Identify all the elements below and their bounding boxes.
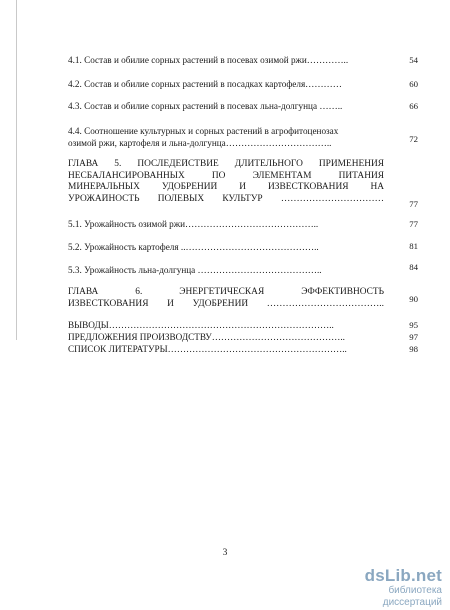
toc-page-number: 95 [409, 320, 418, 330]
toc-entry-proposals [68, 332, 384, 344]
toc-entry-4-3 [68, 101, 384, 113]
toc-chapter-6 [68, 287, 384, 310]
toc-entry-4-4 [68, 126, 384, 149]
toc-page-number: 60 [409, 79, 418, 89]
toc-page-number: 90 [409, 294, 418, 304]
toc-entry-text: СПИСОК ЛИТЕРАТУРЫ………………………………………………….. [68, 344, 347, 354]
toc-entry-text: ПРЕДЛОЖЕНИЯ ПРОИЗВОДСТВУ…………………………………….. [68, 332, 345, 342]
toc-page-number: 77 [409, 199, 418, 209]
chapter-line: ИЗВЕСТКОВАНИЯ И УДОБРЕНИЙ ……………………………….. [68, 298, 384, 309]
page-number: 3 [222, 548, 228, 558]
toc-entry-line: 4.4. Соотношение культурных и сорных растений в агрофитоценозах [68, 126, 339, 136]
toc-entry-text: 5.3. Урожайность льна-долгунца ………………………………….. [68, 265, 322, 275]
watermark[interactable] [328, 567, 448, 609]
chapter-line: УРОЖАЙНОСТЬ ПОЛЕВЫХ КУЛЬТУР …………………………… [68, 193, 384, 204]
toc-entry-conclusions [68, 320, 384, 332]
chapter-line: НЕСБАЛАНСИРОВАННЫХ ПО ЭЛЕМЕНТАМ ПИТАНИЯ [68, 170, 384, 181]
toc-entry-5-2 [68, 242, 384, 254]
toc-page-number: 84 [409, 262, 418, 272]
page-edge-line [16, 0, 17, 340]
toc-page-number: 98 [409, 344, 418, 354]
toc-entry-text: 4.3. Состав и обилие сорных растений в посевах льна-долгунца …….. [68, 101, 343, 111]
watermark-subtitle: библиотека диссертаций [382, 585, 442, 608]
toc-entry-text: 5.1. Урожайность озимой ржи…………………………………….. [68, 219, 319, 229]
toc-entry-text: 5.2. Урожайность картофеля ..…………………………………….. [68, 242, 319, 252]
chapter-line: ГЛАВА 6. ЭНЕРГЕТИЧЕСКАЯ ЭФФЕКТИВНОСТЬ [68, 287, 384, 297]
toc-entry-4-1 [68, 55, 384, 67]
toc-page-number: 66 [409, 101, 418, 111]
toc-entry-5-3 [68, 265, 384, 277]
toc-entry-references [68, 344, 384, 356]
toc-page-number: 72 [409, 134, 418, 144]
toc-entry-4-2 [68, 79, 384, 91]
toc-page-number: 97 [409, 332, 418, 342]
toc-chapter-5 [68, 159, 384, 205]
chapter-line: МИНЕРАЛЬНЫХ УДОБРЕНИЙ И ИЗВЕСТКОВАНИЯ НА [68, 182, 384, 192]
toc-page-number: 54 [409, 55, 418, 65]
toc-page-number: 77 [409, 219, 418, 229]
watermark-logo[interactable]: dsLib.net [364, 566, 442, 585]
toc-page-number: 81 [409, 241, 418, 251]
toc-entry-5-1 [68, 219, 384, 231]
chapter-line: ГЛАВА 5. ПОСЛЕДЕЙСТВИЕ ДЛИТЕЛЬНОГО ПРИМЕНЕНИЯ [68, 159, 384, 169]
toc-entry-text: ВЫВОДЫ……………………………………………………………….. [68, 320, 334, 330]
toc-entry-text: 4.2. Состав и обилие сорных растений в посадках картофеля………… [68, 79, 342, 89]
toc-entry-line: озимой ржи, картофеля и льна-долгунца…………………………….. [68, 137, 332, 148]
toc-entry-text: 4.1. Состав и обилие сорных растений в посевах озимой ржи………….. [68, 55, 349, 65]
